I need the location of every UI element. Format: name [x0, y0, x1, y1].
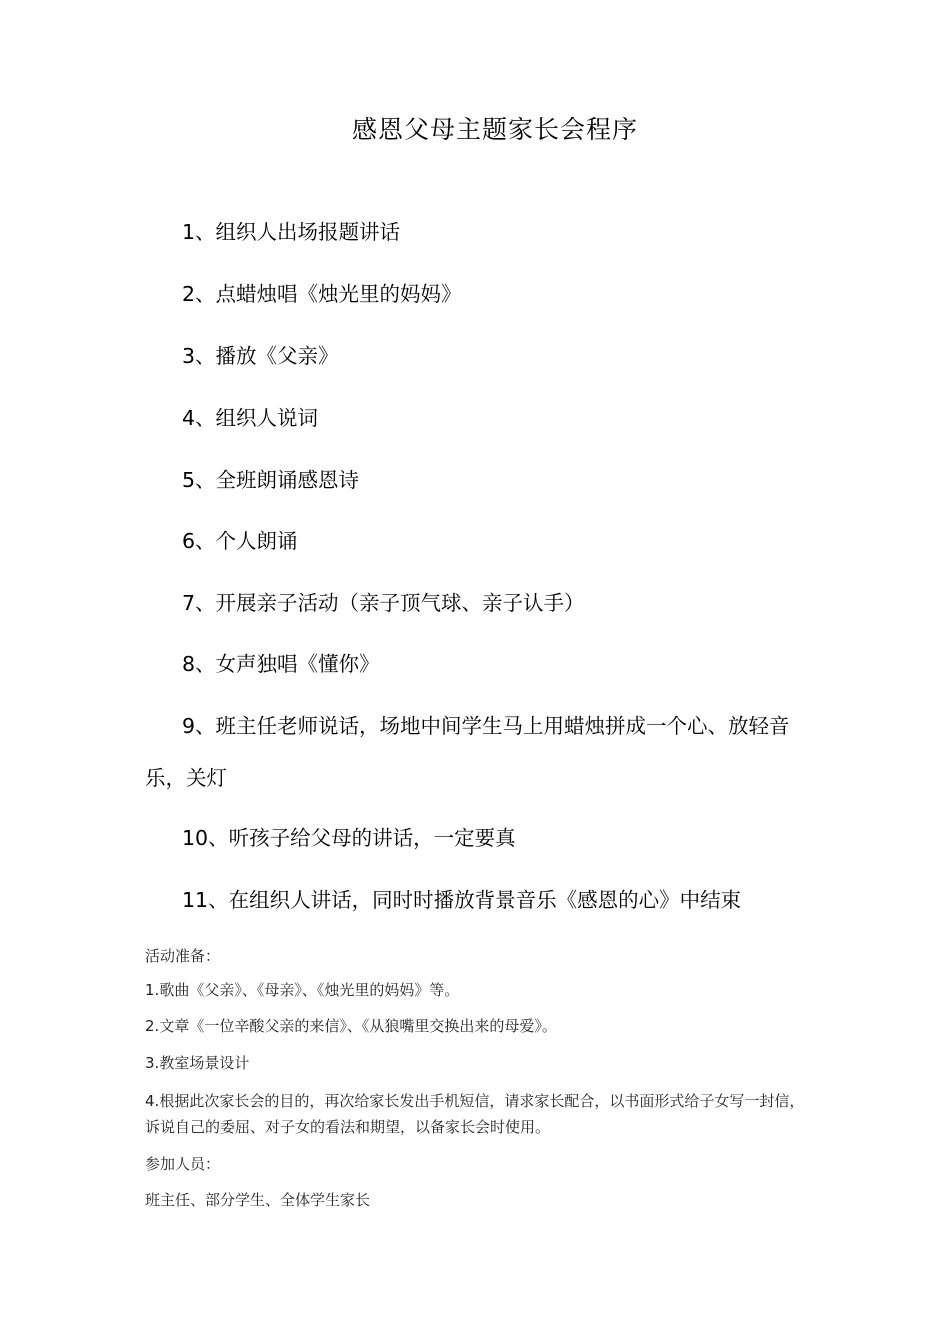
preparation-heading: 活动准备： [145, 947, 221, 965]
preparation-item-text: 文章《一位辛酸父亲的来信》、《从狼嘴里交换出来的母爱》。 [159, 1017, 557, 1035]
preparation-item-text: 根据此次家长会的目的，再次给家长发出手机短信，请求家长配合，以书面形式给子女写一封信，诉说自己的委屈、对子女的看法和期望，以备家长会时使用。 [145, 1092, 805, 1136]
program-step-6: 6、个人朗诵 [182, 529, 298, 553]
program-step-8: 8、女声独唱《懂你》 [182, 652, 380, 676]
program-step-4: 4、组织人说词 [182, 406, 319, 430]
preparation-item-4 [145, 1088, 810, 1140]
program-step-5: 5、全班朗诵感恩诗 [182, 468, 360, 492]
preparation-item-1 [145, 977, 810, 1003]
program-step-10: 10、听孩子给父母的讲话，一定要真 [182, 826, 516, 850]
program-step-9: 9、班主任老师说话，场地中间学生马上用蜡烛拼成一个心、放轻音乐，关灯 [145, 714, 790, 790]
preparation-item-number: 2. [145, 1017, 160, 1035]
program-step-7: 7、开展亲子活动（亲子顶气球、亲子认手） [182, 591, 585, 615]
preparation-item-text: 教室场景设计 [159, 1054, 250, 1072]
participants-text: 班主任、部分学生、全体学生家长 [145, 1191, 371, 1209]
preparation-item-number: 4. [145, 1092, 160, 1110]
preparation-item-number: 1. [145, 981, 160, 999]
preparation-item-number: 3. [145, 1054, 160, 1072]
preparation-item-2 [145, 1013, 810, 1039]
document-title: 感恩父母主题家长会程序 [351, 115, 638, 144]
program-step-11: 11、在组织人讲话，同时时播放背景音乐《感恩的心》中结束 [182, 888, 742, 912]
preparation-item-text: 歌曲《父亲》、《母亲》、《烛光里的妈妈》等。 [159, 981, 460, 999]
program-step-1: 1、组织人出场报题讲话 [182, 220, 401, 244]
program-step-3: 3、播放《父亲》 [182, 344, 339, 368]
program-step-2: 2、点蜡烛唱《烛光里的妈妈》 [182, 282, 462, 306]
preparation-item-3 [145, 1050, 810, 1076]
participants-heading: 参加人员： [145, 1155, 221, 1173]
